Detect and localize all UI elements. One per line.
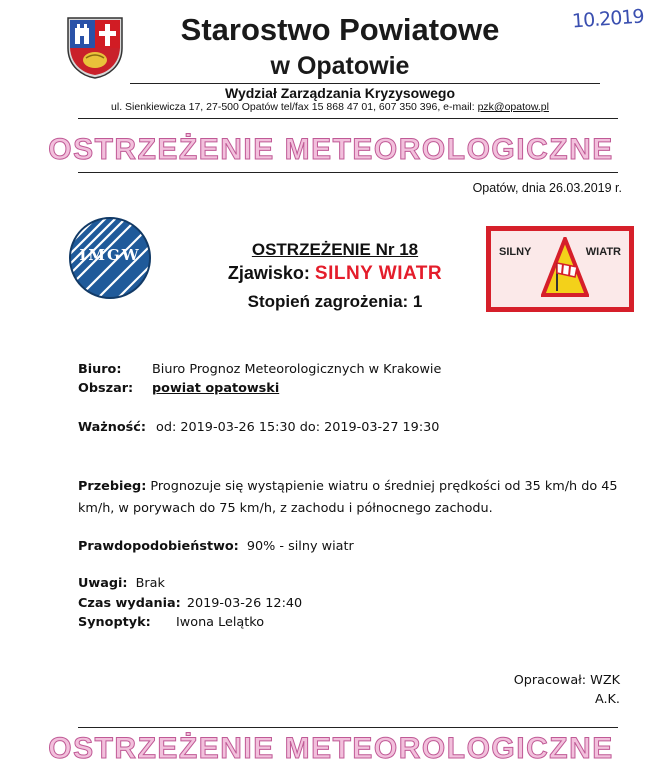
office-subtitle: w Opatowie <box>270 52 410 80</box>
probability-row <box>78 539 354 554</box>
area-label: Obszar: <box>78 381 134 396</box>
area-row <box>78 381 133 396</box>
notes-value: Brak <box>135 576 165 591</box>
header-divider <box>130 83 600 84</box>
wind-sock-icon <box>541 237 589 299</box>
office-value: Biuro Prognoz Meteorologicznych w Krakowie <box>152 362 442 377</box>
imgw-logo <box>68 216 152 300</box>
validity-value: od: 2019-03-26 15:30 do: 2019-03-27 19:30 <box>156 420 440 435</box>
banner-divider <box>78 172 618 173</box>
threat-level: Stopień zagrożenia: 1 <box>247 292 423 311</box>
synoptic-row <box>78 615 151 630</box>
warning-number: OSTRZEŻENIE Nr 18 <box>251 240 419 259</box>
handwritten-note: 10.2019 <box>571 5 645 33</box>
notes-label: Uwagi: <box>78 576 128 591</box>
prepared-by: Opracował: WZK <box>513 673 620 688</box>
validity-label: Ważność: <box>78 420 146 435</box>
coat-of-arms-logo <box>64 14 126 80</box>
banner-bottom: OSTRZEŻENIE METEOROLOGICZNE <box>48 732 614 765</box>
address-text: ul. Sienkiewicza 17, 27-500 Opatów tel/fax 15 868 47 01, 607 350 396, e-mail: <box>111 101 475 113</box>
course-row <box>78 476 618 520</box>
office-title: Starostwo Powiatowe <box>180 12 500 47</box>
probability-value: 90% - silny wiatr <box>246 539 354 554</box>
footer-divider <box>78 727 618 728</box>
course-value: Prognozuje się wystąpienie wiatru o średniej prędkości od 35 km/h do 45 km/h, w porywach do 75 km/h, z zachodu i północnego zachodu. <box>78 479 618 516</box>
banner-top: OSTRZEŻENIE METEOROLOGICZNE <box>48 133 614 166</box>
phenomenon-label: Zjawisko: <box>227 263 310 283</box>
address-divider <box>78 118 618 119</box>
course-label: Przebieg: <box>78 479 147 494</box>
phenomenon-line <box>170 263 500 285</box>
issued-value: 2019-03-26 12:40 <box>186 596 303 611</box>
document-date: Opatów, dnia 26.03.2019 r. <box>472 181 622 195</box>
probability-label: Prawdopodobieństwo: <box>78 539 239 554</box>
phenomenon-value: SILNY WIATR <box>314 263 443 284</box>
wind-warning-sign <box>486 226 634 312</box>
email-link[interactable]: pzk@opatow.pl <box>477 101 549 113</box>
office-label: Biuro: <box>78 362 122 377</box>
sign-text-right: WIATR <box>585 246 621 258</box>
issued-label: Czas wydania: <box>78 596 181 611</box>
imgw-logo-text: IMGW <box>79 246 141 264</box>
notes-row <box>78 576 165 591</box>
contact-address <box>20 101 640 113</box>
department-name: Wydział Zarządzania Kryzysowego <box>224 85 456 101</box>
synoptic-label: Synoptyk: <box>78 615 151 630</box>
office-row <box>78 362 121 377</box>
synoptic-value: Iwona Lelątko <box>176 615 265 630</box>
area-value: powiat opatowski <box>152 381 280 396</box>
initials: A.K. <box>594 692 620 707</box>
sign-text-left: SILNY <box>499 246 532 258</box>
issued-row <box>78 596 302 611</box>
validity-row <box>78 420 439 435</box>
